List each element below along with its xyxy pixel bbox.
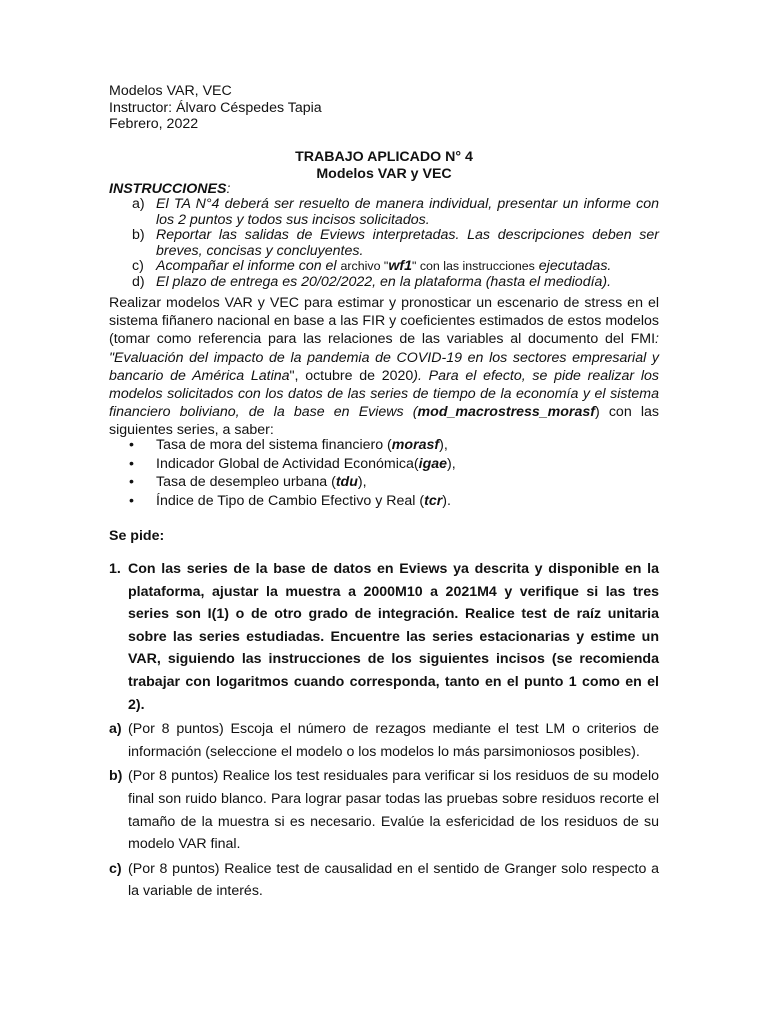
task-list — [109, 558, 659, 905]
task-item — [109, 858, 659, 903]
task-item — [109, 765, 659, 855]
bullet-icon: • — [129, 437, 134, 453]
list-item: • Tasa de mora del sistema financiero (morasf), — [129, 437, 448, 453]
instruction-text: Reportar las salidas de Eviews interpretadas. Las descripciones deben ser breves, concisas y concluyentes. — [156, 227, 659, 259]
document-title — [0, 149, 768, 182]
series-list — [109, 436, 456, 510]
instructions-list — [109, 197, 659, 290]
task-text: (Por 8 puntos) Escoja el número de rezagos mediante el test LM o criterios de información (seleccione el modelo o los modelos lo más parsimoniosos posibles). — [128, 721, 659, 760]
course-line: Modelos VAR, VEC — [109, 83, 232, 99]
instruction-item — [109, 197, 659, 228]
instruction-text: El plazo de entrega es 20/02/2022, en la plataforma (hasta el mediodía). — [156, 273, 612, 290]
task-item — [109, 718, 659, 763]
task-text: (Por 8 puntos) Realice los test residuales para verificar si los residuos de su modelo final son ruido blanco. Para lograr pasar todas las pruebas sobre residuos recorte el tamaño de la muestra si es necesario. Evalúe la esfericidad de los residuos de su modelo VAR final. — [128, 768, 659, 853]
list-item: • Tasa de desempleo urbana (tdu), — [129, 474, 367, 490]
task-item — [109, 558, 659, 716]
instruction-item: c) Acompañar el informe con el archivo "wf1" con las instrucciones ejecutadas. — [132, 258, 612, 274]
task-label: b) — [109, 768, 123, 785]
document-header — [109, 83, 322, 133]
instruction-item — [109, 275, 659, 291]
task-label: 1. — [109, 561, 121, 577]
title-line-2: Modelos VAR y VEC — [316, 165, 452, 182]
list-item: • Índice de Tipo de Cambio Efectivo y Real (tcr). — [129, 492, 451, 509]
task-text: (Por 8 puntos) Realice test de causalidad en el sentido de Granger solo respecto a la variable de interés. — [128, 860, 659, 900]
instruction-letter: c) — [132, 258, 144, 274]
instruction-letter: b) — [132, 227, 145, 243]
instruction-letter: d) — [132, 273, 145, 290]
task-label: a) — [109, 721, 122, 738]
title-line-1: TRABAJO APLICADO N° 4 — [295, 149, 473, 165]
instructor-line: Instructor: Álvaro Céspedes Tapia — [109, 99, 322, 116]
instruction-text: El TA N°4 deberá ser resuelto de manera individual, presentar un informe con los 2 puntos y todos sus incisos solicitados. — [156, 196, 659, 228]
task-text: Con las series de la base de datos en Eviews ya descrita y disponible en la plataforma, ajustar la muestra a 2000M10 a 2021M4 y verifique si las tres series son I(1) o de otro grado de integración. Realice test de raíz unitaria sobre las series estudiadas. Encuentre las series estacionarias y estime un VAR, siguiendo las instrucciones de los siguientes incisos (se recomienda trabajar con logaritmos cuando corresponda, tanto en el punto 1 como en el 2). — [128, 561, 659, 713]
se-pide-heading: Se pide: — [109, 528, 165, 544]
list-item: • Indicador Global de Actividad Económica(igae), — [129, 455, 456, 472]
intro-paragraph: Realizar modelos VAR y VEC para estimar y pronosticar un escenario de stress en el sistema fiñanero nacional en base a las FIR y coeficientes estimados de estos modelos (tomar como referencia para las relaciones de las variables al documento del FMI: "Evaluación del impacto de la pandemia de COVID-19 en los sectores empresarial y bancario de América Latina", octubre de 2020). Para el efecto, se pide realizar los modelos solicitados con los datos de las series de tiempo de la economía y el sistema financiero boliviano, de la base en Eviews (mod_macrostress_morasf) con las siguientes series, a saber: — [109, 295, 659, 439]
instruction-item — [109, 228, 659, 259]
bullet-icon: • — [129, 455, 134, 472]
date-line: Febrero, 2022 — [109, 116, 199, 132]
instructions-heading: INSTRUCCIONES: — [109, 181, 231, 197]
bullet-icon: • — [129, 492, 134, 509]
bullet-icon: • — [129, 474, 134, 490]
instruction-letter: a) — [132, 196, 145, 212]
task-label: c) — [109, 860, 122, 877]
